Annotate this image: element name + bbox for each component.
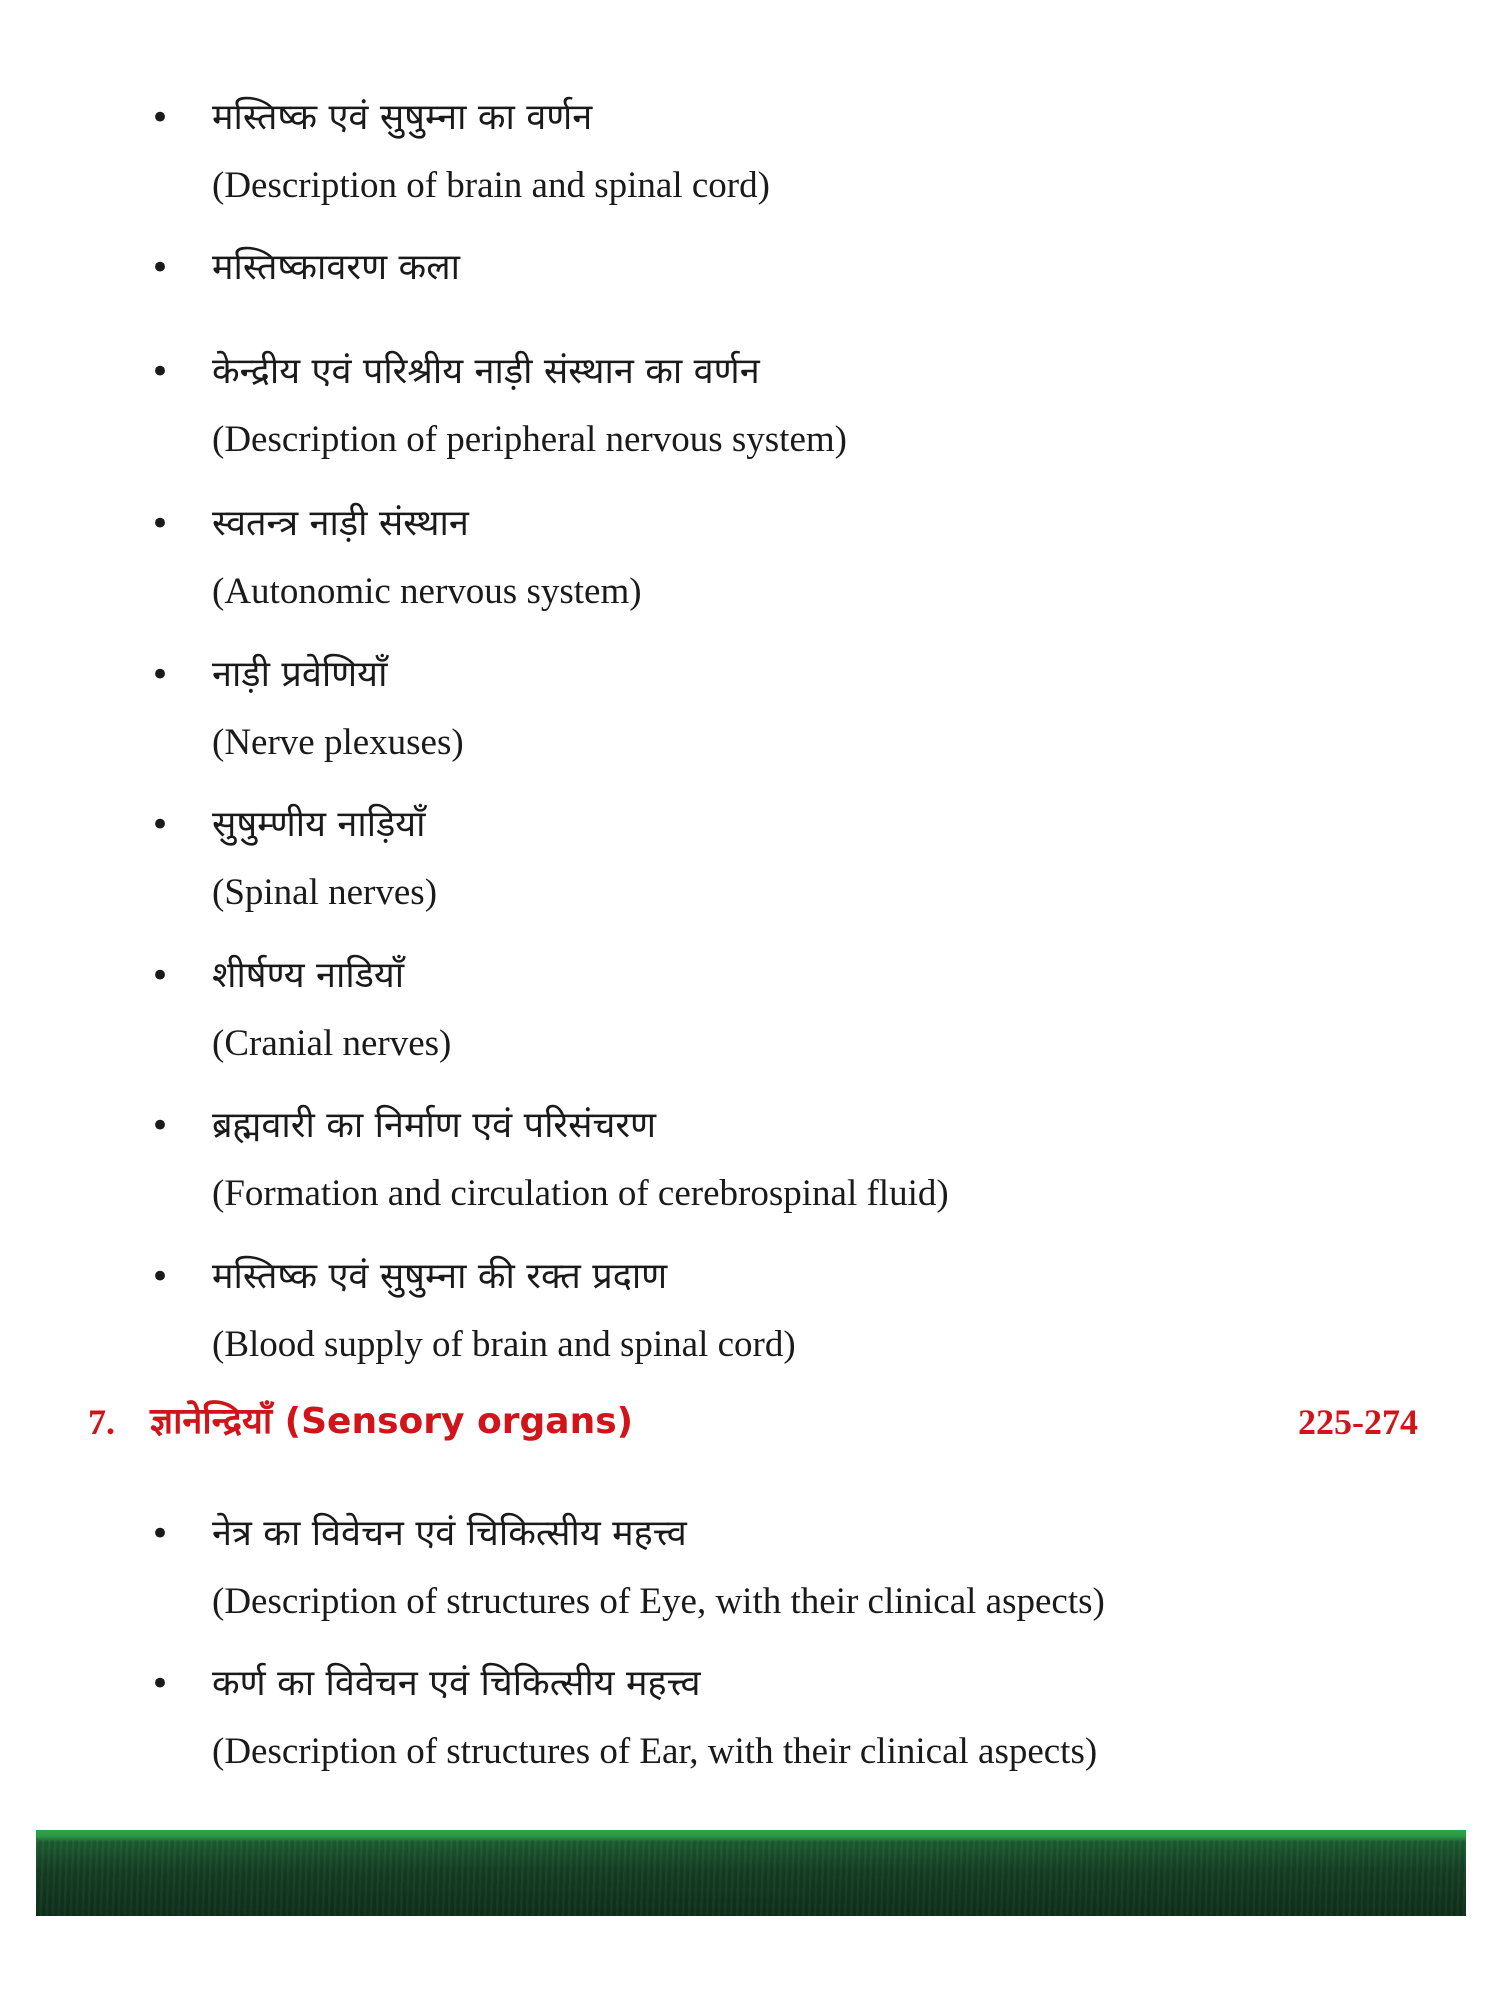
english-description: (Description of structures of Ear, with their clinical aspects) [212, 1731, 1098, 1772]
bullet: • [150, 1514, 171, 1554]
hindi-heading: केन्द्रीय एवं परिश्रीय नाड़ी संस्थान का वर्णन [212, 351, 760, 392]
footer-decorative-band [36, 1830, 1466, 1916]
hindi-heading: नाड़ी प्रवेणियाँ [212, 654, 388, 695]
hindi-heading: कर्ण का विवेचन एवं चिकित्सीय महत्त्व [212, 1663, 701, 1704]
bullet: • [150, 504, 171, 544]
english-description: (Description of structures of Eye, with their clinical aspects) [212, 1581, 1105, 1622]
bullet: • [150, 1106, 171, 1146]
section-title: ज्ञानेन्द्रियाँ (Sensory organs) [150, 1401, 634, 1442]
hindi-heading: सुषुम्णीय नाड़ियाँ [212, 804, 426, 845]
english-description: (Description of brain and spinal cord) [212, 165, 770, 206]
bullet: • [150, 248, 171, 288]
hindi-heading: मस्तिष्क एवं सुषुम्ना की रक्त प्रदाण [212, 1256, 668, 1297]
hindi-heading: शीर्षण्य नाडियाँ [212, 955, 405, 996]
bullet: • [150, 805, 171, 845]
bullet: • [150, 655, 171, 695]
english-description: (Blood supply of brain and spinal cord) [212, 1324, 796, 1365]
english-description: (Nerve plexuses) [212, 722, 464, 763]
hindi-heading: मस्तिष्क एवं सुषुम्ना का वर्णन [212, 97, 593, 138]
english-description: (Spinal nerves) [212, 872, 438, 913]
english-description: (Formation and circulation of cerebrospinal fluid) [212, 1173, 949, 1214]
english-description: (Autonomic nervous system) [212, 571, 642, 612]
hindi-heading: ब्रह्मवारी का निर्माण एवं परिसंचरण [212, 1105, 657, 1146]
hindi-heading: स्वतन्त्र नाड़ी संस्थान [212, 503, 469, 544]
section-heading [88, 1390, 1418, 1454]
bullet: • [150, 98, 171, 138]
bullet: • [150, 1664, 171, 1704]
hindi-heading: मस्तिष्कावरण कला [212, 247, 460, 288]
hindi-heading: नेत्र का विवेचन एवं चिकित्सीय महत्त्व [212, 1513, 687, 1554]
bullet: • [150, 956, 171, 996]
section-number: 7. [88, 1402, 115, 1442]
section-page-range: 225-274 [1298, 1402, 1418, 1442]
bullet: • [150, 352, 171, 392]
english-description: (Description of peripheral nervous system) [212, 419, 847, 460]
english-description: (Cranial nerves) [212, 1023, 452, 1064]
bullet: • [150, 1257, 171, 1297]
